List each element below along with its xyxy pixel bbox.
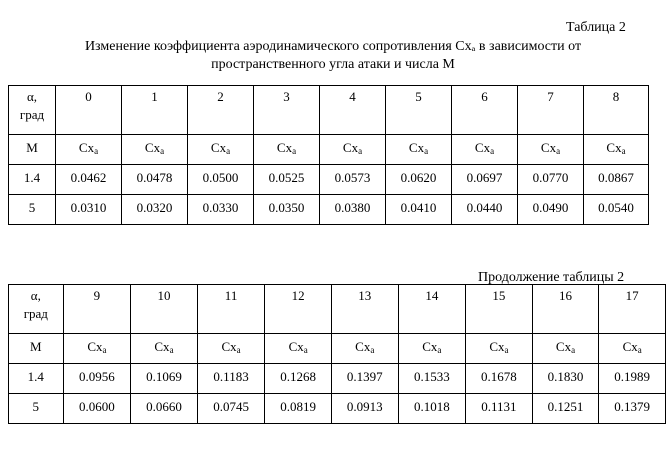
- angle-header-text: 9: [93, 288, 101, 303]
- coef-header: [386, 135, 452, 165]
- table-1-title-line-2: пространственного угла атаки и числа М: [211, 57, 455, 72]
- coef-value-text: 0.0462: [70, 170, 107, 185]
- coef-value: [122, 195, 188, 225]
- coef-value: [197, 394, 265, 424]
- coef-header-text: [265, 334, 331, 354]
- table-header-row: [9, 86, 649, 135]
- coef-header: [320, 135, 386, 165]
- coef-header-text: [198, 334, 265, 354]
- coef-value: [398, 394, 466, 424]
- coef-value-text: 0.0770: [532, 170, 569, 185]
- mach-label: [9, 334, 64, 364]
- coef-header-text: [332, 334, 398, 354]
- coef-value: [188, 165, 254, 195]
- angle-header: [331, 285, 398, 334]
- coef-value-text: 0.0620: [400, 170, 437, 185]
- corner-cell: [9, 285, 64, 334]
- coef-value-text: 0.0410: [400, 200, 437, 215]
- corner-cell: [9, 86, 56, 135]
- coef-subscript: a: [370, 345, 375, 355]
- corner-alpha: α,: [26, 89, 38, 104]
- coef-value: [398, 364, 466, 394]
- coef-value: [320, 165, 386, 195]
- coef-header: [56, 135, 122, 165]
- coef-header-text: [466, 334, 532, 354]
- coef-symbol: Cx: [210, 140, 227, 155]
- angle-header: [131, 285, 198, 334]
- coef-subscript: a: [637, 345, 642, 355]
- angle-header: [599, 285, 666, 334]
- angle-header-text: 2: [217, 89, 224, 104]
- angle-header-text: 1: [151, 89, 158, 104]
- table-header-row: [9, 285, 666, 334]
- coef-subscript: a: [236, 345, 241, 355]
- table-2: [8, 284, 666, 424]
- coef-value: [584, 165, 649, 195]
- coef-symbol: Cx: [622, 339, 638, 354]
- angle-header: [254, 86, 320, 135]
- table-row: [9, 195, 649, 225]
- coef-header-text: [399, 334, 466, 354]
- mach-value-text: 1.4: [23, 170, 41, 185]
- coef-value-text: 0.0697: [466, 170, 503, 185]
- coef-value: [518, 195, 584, 225]
- coef-header-text: [320, 135, 385, 155]
- coef-value-text: 0.0440: [466, 200, 503, 215]
- table-row: [9, 165, 649, 195]
- coef-subscript: a: [504, 345, 509, 355]
- coef-subscript: a: [292, 146, 297, 156]
- angle-header: [584, 86, 649, 135]
- coef-value: [386, 165, 452, 195]
- mach-value: [9, 165, 56, 195]
- corner-cell-text: [9, 285, 63, 321]
- coef-header: [466, 334, 533, 364]
- coef-value: [518, 165, 584, 195]
- coef-header-text: [131, 334, 197, 354]
- coef-value-text: 0.1533: [413, 369, 450, 384]
- coef-subscript: a: [94, 146, 99, 156]
- coef-value: [331, 394, 398, 424]
- coef-value: [265, 364, 332, 394]
- angle-header: [197, 285, 265, 334]
- angle-header-text: 7: [547, 89, 554, 104]
- coef-symbol: Cx: [342, 140, 359, 155]
- angle-header: [320, 86, 386, 135]
- coef-value-text: 0.0600: [79, 399, 115, 414]
- angle-header: [386, 86, 452, 135]
- coef-header-text: [533, 334, 599, 354]
- angle-header: [56, 86, 122, 135]
- coef-header: [254, 135, 320, 165]
- coef-symbol: Cx: [87, 339, 103, 354]
- coef-symbol: Cx: [555, 339, 572, 354]
- coef-value: [320, 195, 386, 225]
- coef-header: [265, 334, 332, 364]
- coef-value-text: 0.1830: [547, 369, 584, 384]
- mach-value-text: 5: [28, 200, 36, 215]
- angle-header: [532, 285, 599, 334]
- coef-value: [254, 195, 320, 225]
- coef-value: [466, 394, 533, 424]
- coef-value: [331, 364, 398, 394]
- coef-value-text: 0.1131: [481, 399, 517, 414]
- coef-value-text: 0.0310: [70, 200, 107, 215]
- coef-header: [197, 334, 265, 364]
- coef-header: [599, 334, 666, 364]
- coef-value-text: 0.0819: [280, 399, 317, 414]
- coef-value-text: 0.0330: [202, 200, 239, 215]
- coef-header-text: [518, 135, 583, 155]
- coef-subscript: a: [102, 345, 107, 355]
- coef-value-text: 0.0320: [136, 200, 173, 215]
- mach-value-text: 1.4: [27, 369, 44, 384]
- coef-subscript: a: [358, 146, 363, 156]
- angle-header-text: 12: [291, 288, 305, 303]
- mach-value: [9, 394, 64, 424]
- coef-header: [122, 135, 188, 165]
- coef-header: [584, 135, 649, 165]
- coef-value-text: 0.0380: [334, 200, 371, 215]
- coef-subscript: a: [226, 146, 231, 156]
- coef-value: [63, 394, 131, 424]
- coef-symbol: Cx: [422, 339, 438, 354]
- angle-header: [466, 285, 533, 334]
- coef-value: [452, 195, 518, 225]
- coef-value: [532, 364, 599, 394]
- table-row: [9, 394, 666, 424]
- angle-header-text: 0: [85, 89, 92, 104]
- angle-header-text: 11: [224, 288, 238, 303]
- corner-unit: град: [23, 306, 48, 321]
- coef-subscript: a: [490, 146, 495, 156]
- coef-value: [188, 195, 254, 225]
- coef-value: [386, 195, 452, 225]
- angle-header-text: 3: [283, 89, 290, 104]
- coef-subscript: a: [556, 146, 561, 156]
- coef-header-text: [584, 135, 648, 155]
- coef-symbol: Cx: [606, 140, 622, 155]
- coef-header-text: [386, 135, 451, 155]
- coef-value: [122, 165, 188, 195]
- coef-symbol: Cx: [288, 339, 304, 354]
- coef-symbol: Cx: [276, 140, 293, 155]
- coef-subscript: a: [424, 146, 429, 156]
- coef-value-text: 0.1018: [413, 399, 450, 414]
- angle-header-text: 15: [492, 288, 506, 303]
- coef-value: [584, 195, 649, 225]
- coef-value: [63, 364, 131, 394]
- coef-value-text: 0.1069: [146, 369, 182, 384]
- coef-value-text: 0.1251: [547, 399, 584, 414]
- coef-value-text: 0.1183: [213, 369, 249, 384]
- coef-subscript: a: [303, 345, 308, 355]
- mach-label-text: М: [30, 339, 42, 354]
- table-1-title-line-1: Изменение коэффициента аэродинамического сопротивления Cxₐ в зависимости от: [84, 39, 582, 54]
- table-coef-row: [9, 334, 666, 364]
- angle-header: [265, 285, 332, 334]
- coef-subscript: a: [621, 146, 626, 156]
- coef-symbol: Cx: [474, 140, 491, 155]
- coef-header-text: [56, 135, 121, 155]
- coef-subscript: a: [169, 345, 174, 355]
- coef-header: [452, 135, 518, 165]
- angle-header: [188, 86, 254, 135]
- angle-header: [63, 285, 131, 334]
- coef-value: [131, 364, 198, 394]
- coef-header: [63, 334, 131, 364]
- angle-header: [122, 86, 188, 135]
- coef-value-text: 0.0867: [598, 170, 634, 185]
- coef-symbol: Cx: [154, 339, 170, 354]
- coef-header: [331, 334, 398, 364]
- angle-header-text: 13: [358, 288, 372, 303]
- coef-value: [599, 364, 666, 394]
- angle-header-text: 10: [157, 288, 171, 303]
- coef-value-text: 0.0478: [136, 170, 173, 185]
- angle-header: [518, 86, 584, 135]
- coef-symbol: Cx: [78, 140, 95, 155]
- coef-value-text: 0.0500: [202, 170, 239, 185]
- coef-value-text: 0.1678: [481, 369, 517, 384]
- angle-header: [398, 285, 466, 334]
- table-1-label: Таблица 2: [566, 20, 626, 35]
- table-2-label: Продолжение таблицы 2: [478, 270, 625, 285]
- coef-value-text: 0.1397: [346, 369, 383, 384]
- coef-subscript: a: [571, 345, 576, 355]
- coef-value: [452, 165, 518, 195]
- coef-header: [398, 334, 466, 364]
- coef-value: [197, 364, 265, 394]
- coef-value-text: 0.0540: [598, 200, 634, 215]
- table-1: [8, 85, 649, 225]
- mach-label-text: М: [26, 140, 38, 155]
- coef-value-text: 0.0913: [346, 399, 383, 414]
- coef-header-text: [599, 334, 665, 354]
- coef-value: [599, 394, 666, 424]
- coef-subscript: a: [437, 345, 442, 355]
- coef-symbol: Cx: [221, 339, 237, 354]
- coef-value: [265, 394, 332, 424]
- coef-value: [254, 165, 320, 195]
- coef-value-text: 0.0490: [532, 200, 569, 215]
- angle-header-text: 14: [425, 288, 439, 303]
- coef-header: [518, 135, 584, 165]
- coef-value-text: 0.0525: [268, 170, 305, 185]
- coef-value-text: 0.0956: [79, 369, 115, 384]
- coef-value: [56, 195, 122, 225]
- angle-header-text: 17: [625, 288, 639, 303]
- mach-value: [9, 364, 64, 394]
- coef-value: [532, 394, 599, 424]
- coef-header-text: [188, 135, 253, 155]
- coef-symbol: Cx: [489, 339, 505, 354]
- coef-header-text: [64, 334, 131, 354]
- coef-value: [131, 394, 198, 424]
- coef-value: [466, 364, 533, 394]
- corner-alpha: α,: [30, 288, 41, 303]
- angle-header-text: 8: [612, 89, 620, 104]
- coef-header-text: [452, 135, 517, 155]
- table-coef-row: [9, 135, 649, 165]
- mach-label: [9, 135, 56, 165]
- coef-header: [188, 135, 254, 165]
- coef-symbol: Cx: [355, 339, 371, 354]
- mach-value: [9, 195, 56, 225]
- coef-value-text: 0.0573: [334, 170, 371, 185]
- angle-header-text: 16: [559, 288, 573, 303]
- coef-value-text: 0.1379: [614, 399, 651, 414]
- coef-symbol: Cx: [408, 140, 425, 155]
- coef-symbol: Cx: [144, 140, 161, 155]
- coef-value-text: 0.0745: [213, 399, 249, 414]
- coef-value-text: 0.0660: [146, 399, 182, 414]
- coef-subscript: a: [160, 146, 165, 156]
- coef-header-text: [122, 135, 187, 155]
- coef-value-text: 0.0350: [268, 200, 305, 215]
- angle-header: [452, 86, 518, 135]
- mach-value-text: 5: [32, 399, 40, 414]
- table-row: [9, 364, 666, 394]
- angle-header-text: 6: [481, 89, 488, 104]
- coef-header: [532, 334, 599, 364]
- coef-header-text: [254, 135, 319, 155]
- angle-header-text: 5: [415, 89, 422, 104]
- angle-header-text: 4: [349, 89, 356, 104]
- corner-cell-text: [9, 86, 55, 122]
- corner-unit: град: [19, 107, 45, 122]
- coef-value: [56, 165, 122, 195]
- coef-symbol: Cx: [540, 140, 557, 155]
- coef-value-text: 0.1268: [280, 369, 317, 384]
- coef-value-text: 0.1989: [614, 369, 651, 384]
- coef-header: [131, 334, 198, 364]
